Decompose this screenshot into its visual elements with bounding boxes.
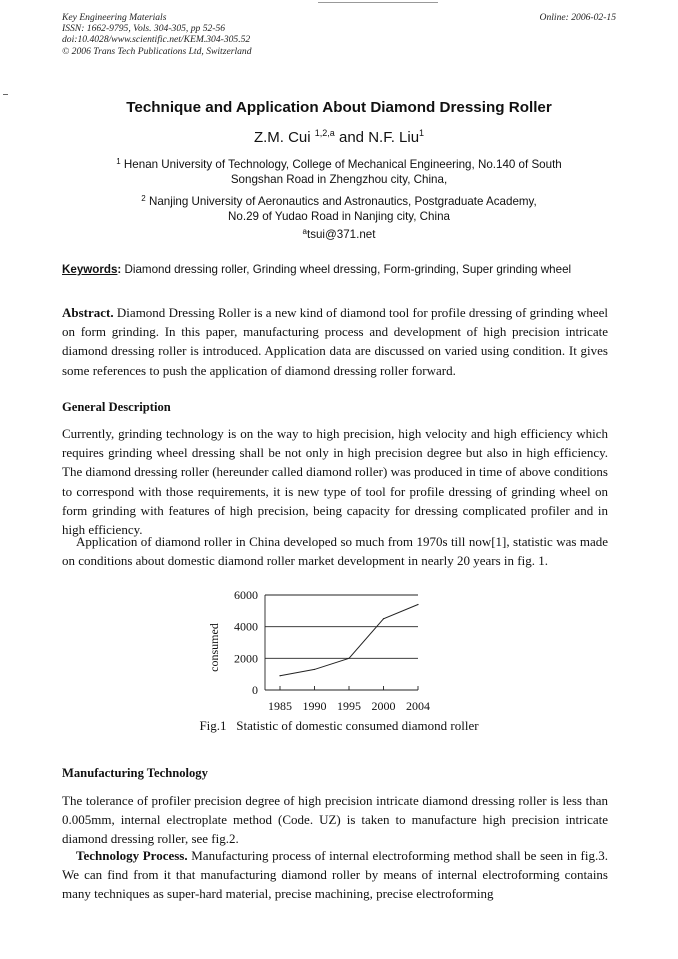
general-description-heading: General Description — [62, 400, 171, 414]
y-axis-label: consumed — [207, 623, 221, 672]
paper-title: Technique and Application About Diamond Dressing Roller — [126, 99, 552, 116]
figure-caption-text: Statistic of domestic consumed diamond roller — [236, 718, 479, 733]
x-tick-label-1985: 1985 — [268, 699, 292, 713]
margin-mark — [3, 94, 8, 95]
x-tick-label-1995: 1995 — [337, 699, 361, 713]
abstract-paragraph — [62, 303, 608, 380]
figure-number: Fig.1 — [199, 718, 227, 733]
series-line-0 — [280, 605, 418, 676]
copyright-line: © 2006 Trans Tech Publications Ltd, Switzerland — [62, 45, 252, 57]
email-address: tsui@371.net — [306, 228, 376, 241]
technology-process-label: Technology Process. — [76, 848, 188, 863]
y-tick-label-4000: 4000 — [234, 619, 258, 634]
data-point-1990 — [314, 669, 315, 670]
affiliation-2-superscript: 2 — [141, 194, 146, 203]
y-tick-label-6000: 6000 — [234, 588, 258, 602]
affiliation-2-line-1: Nanjing University of Aeronautics and Astronautics, Postgraduate Academy, — [148, 195, 537, 208]
keywords-text: Diamond dressing roller, Grinding wheel dressing, Form-grinding, Super grinding wheel — [121, 263, 572, 276]
keywords-label: Keywords — [62, 263, 118, 276]
top-rule — [318, 2, 438, 3]
affiliation-1-superscript: 1 — [116, 157, 121, 166]
general-description-paragraph-1: Currently, grinding technology is on the way to high precision, high velocity and high efficiency which requires grinding wheel dressing shall be not only in high precision degree but also in high efficiency. The diamond dressing roller (hereunder called diamond roller) was produced in time of above conditions to correspond with those requirements, it is new type of tool for profile dressing of grinding wheel on form grinding with features of high precision, being capacity for dressing complicated profiler and in high efficiency. — [62, 426, 608, 538]
data-point-1995 — [348, 658, 349, 659]
journal-header — [62, 12, 252, 57]
y-tick-label-0: 0 — [252, 683, 258, 697]
journal-name: Key Engineering Materials — [62, 12, 167, 23]
doi-line: doi:10.4028/www.scientific.net/KEM.304-305.52 — [62, 34, 251, 46]
abstract-label: Abstract. — [62, 305, 114, 320]
keywords-line — [62, 263, 622, 276]
author-conjunction: and — [338, 129, 365, 146]
affiliation-2-line-2: No.29 of Yudao Road in Nanjing city, China — [228, 210, 450, 223]
data-point-2000 — [383, 618, 384, 619]
affiliation-1-line-2: Songshan Road in Zhengzhou city, China, — [230, 173, 448, 186]
online-date: Online: 2006-02-15 — [539, 12, 616, 23]
author-1-name: Z.M. Cui — [253, 129, 311, 146]
affiliation-1 — [60, 157, 618, 187]
technology-process-text: Manufacturing process of internal electroforming method shall be seen in fig.3. We can find from it that manufacturing diamond roller by means of internal electroforming contains many techniques as super-hard material, precise machining, precise electroforming — [62, 848, 608, 902]
email-superscript: a — [302, 227, 307, 236]
manufacturing-technology-heading: Manufacturing Technology — [62, 766, 208, 780]
keywords-colon: : — [117, 263, 122, 276]
authors-line — [0, 129, 678, 146]
manufacturing-paragraph: The tolerance of profiler precision degree of high precision intricate diamond dressing roller is less than 0.005mm, internal electroplate method (Code. UZ) is taken to manufacture high precision intricate diamond dressing roller, see fig.2. — [62, 793, 608, 847]
issn-line: ISSN: 1662-9795, Vols. 304-305, pp 52-56 — [62, 23, 226, 35]
author-email — [0, 228, 678, 241]
author-2-name: N.F. Liu — [368, 129, 420, 146]
figure-1-caption — [0, 718, 678, 734]
technology-process-paragraph — [62, 846, 608, 904]
author-1-superscript: 1,2,a — [314, 128, 335, 138]
data-point-2004 — [417, 604, 418, 605]
affiliation-2 — [60, 194, 618, 224]
chart-svg — [200, 580, 460, 720]
general-description-paragraph-2: Application of diamond roller in China developed so much from 1970s till now[1], statistic was made on conditions about domestic diamond roller market development in nearly 20 years in fig. 1. — [62, 534, 608, 569]
x-tick-label-2000: 2000 — [371, 699, 396, 713]
affiliation-1-line-1: Henan University of Technology, College of Mechanical Engineering, No.140 of South — [123, 158, 562, 171]
abstract-text: Diamond Dressing Roller is a new kind of diamond tool for profile dressing of grinding wheel on form grinding. In this paper, manufacturing process and development of high precision intricate diamond dressing roller is introduced. Application data are discussed on varied using condition. It gives some references to push the application of diamond dressing roller forward. — [62, 305, 608, 378]
x-tick-label-1990: 1990 — [302, 699, 327, 713]
figure-1-chart — [200, 580, 460, 720]
y-tick-label-2000: 2000 — [234, 651, 258, 666]
data-point-1985 — [279, 675, 280, 676]
author-2-superscript: 1 — [419, 128, 425, 138]
x-tick-label-2004: 2004 — [406, 699, 430, 713]
